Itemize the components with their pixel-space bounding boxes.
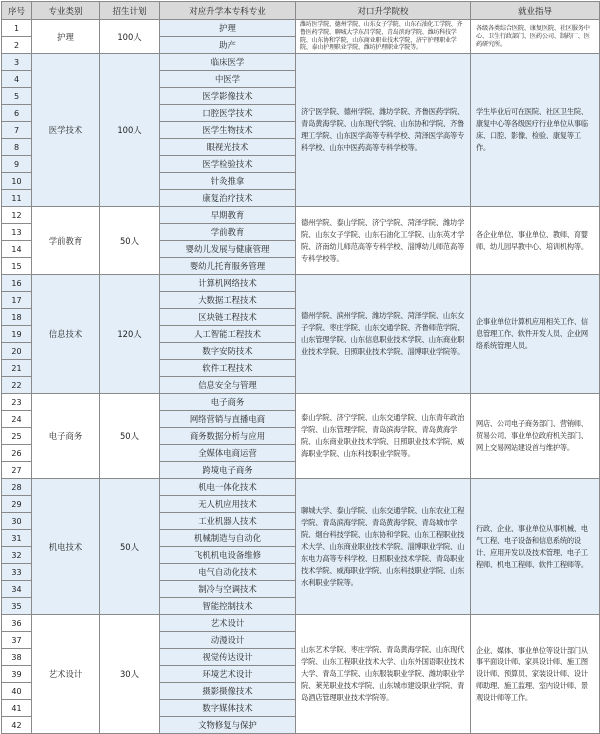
row-number: 28	[2, 479, 32, 496]
guide-cell: 学生毕业后可在医院、社区卫生院、康复中心等各级医疗行业单位从事临床、口腔、影像、检验、康复等工作。	[471, 54, 600, 207]
row-number: 26	[2, 445, 32, 462]
major-cell: 跨境电子商务	[160, 462, 296, 479]
row-number: 15	[2, 258, 32, 275]
header-index: 序号	[2, 2, 32, 20]
major-cell: 工业机器人技术	[160, 513, 296, 530]
table-header-row	[2, 2, 600, 20]
major-cell: 智能控制技术	[160, 598, 296, 615]
major-cell: 计算机网络技术	[160, 275, 296, 292]
major-cell: 学前教育	[160, 224, 296, 241]
row-number: 27	[2, 462, 32, 479]
major-cell: 大数据工程技术	[160, 292, 296, 309]
table-body	[2, 20, 600, 734]
schools-cell: 山东艺术学院、枣庄学院、青岛黄海学院、山东现代学院、山东工程职业技术大学、山东外国语职业技术大学、青岛工学院、山东服装职业学院、潍坊职业学院、莱芜职业技术学院、山东城市建设职业学院、青岛酒店管理职业技术学院等。	[296, 615, 471, 734]
row-number: 41	[2, 700, 32, 717]
major-cell: 全媒体电商运营	[160, 445, 296, 462]
row-number: 9	[2, 156, 32, 173]
table-row	[2, 207, 600, 224]
plan-cell: 120人	[100, 275, 160, 394]
major-cell: 机电一体化技术	[160, 479, 296, 496]
row-number: 23	[2, 394, 32, 411]
major-cell: 制冷与空调技术	[160, 581, 296, 598]
major-cell: 数字媒体技术	[160, 700, 296, 717]
major-cell: 文物修复与保护	[160, 717, 296, 734]
major-cell: 中医学	[160, 71, 296, 88]
header-category: 专业类别	[32, 2, 100, 20]
category-cell: 机电技术	[32, 479, 100, 615]
major-cell: 软件工程技术	[160, 360, 296, 377]
major-cell: 医学影像技术	[160, 88, 296, 105]
schools-cell: 聊城大学、泰山学院、山东交通学院、山东农业工程学院、青岛滨海学院、青岛黄海学院、青岛城市学院、烟台科技学院、山东协和学院、山东工程职业技术大学、山东商业职业技术学院、淄博职业学院、山东电力高等专科学校、日照职业技术学院、青岛职业技术学院、威海职业学院、山东科技职业学院、山东水利职业学院等。	[296, 479, 471, 615]
major-cell: 无人机应用技术	[160, 496, 296, 513]
row-number: 34	[2, 581, 32, 598]
major-cell: 摄影摄像技术	[160, 683, 296, 700]
row-number: 13	[2, 224, 32, 241]
header-guide: 就业指导	[471, 2, 600, 20]
row-number: 38	[2, 649, 32, 666]
major-cell: 眼视光技术	[160, 139, 296, 156]
major-cell: 针灸推拿	[160, 173, 296, 190]
row-number: 4	[2, 71, 32, 88]
row-number: 19	[2, 326, 32, 343]
major-cell: 口腔医学技术	[160, 105, 296, 122]
row-number: 14	[2, 241, 32, 258]
major-cell: 数字安防技术	[160, 343, 296, 360]
guide-cell: 各级各类综合医院、康复医院、社区服务中心、卫生行政部门、医药公司、制药厂、医药研究所。	[471, 20, 600, 54]
row-number: 35	[2, 598, 32, 615]
row-number: 24	[2, 411, 32, 428]
plan-cell: 50人	[100, 479, 160, 615]
schools-cell: 泰山学院、济宁学院、山东交通学院、山东青年政治学院、山东管理学院、青岛滨海学院、青岛黄海学院、山东商业职业技术学院、日照职业技术学院、威海职业学院、山东科技职业学院等。	[296, 394, 471, 479]
major-cell: 动漫设计	[160, 632, 296, 649]
row-number: 31	[2, 530, 32, 547]
row-number: 20	[2, 343, 32, 360]
major-cell: 临床医学	[160, 54, 296, 71]
plan-cell: 100人	[100, 54, 160, 207]
row-number: 30	[2, 513, 32, 530]
enrollment-table	[1, 1, 600, 734]
guide-cell: 各企业单位、事业单位、教师、育婴师、幼儿园早教中心、培训机构等。	[471, 207, 600, 275]
row-number: 10	[2, 173, 32, 190]
major-cell: 环境艺术设计	[160, 666, 296, 683]
row-number: 5	[2, 88, 32, 105]
table-row	[2, 20, 600, 37]
category-cell: 电子商务	[32, 394, 100, 479]
schools-cell: 济宁医学院、德州学院、潍坊学院、齐鲁医药学院、青岛黄海学院、山东现代学院、山东协和学院、齐鲁理工学院、山东医学高等专科学校、菏泽医学高等专科学校、山东中医药高等专科学校等。	[296, 54, 471, 207]
major-cell: 电气自动化技术	[160, 564, 296, 581]
row-number: 3	[2, 54, 32, 71]
row-number: 39	[2, 666, 32, 683]
schools-cell: 潍坊医学院、德州学院、山东女子学院、山东石油化工学院、齐鲁医药学院、聊城大学东昌学院、青岛滨海学院、潍坊科技学院、山东协和学院、山东商业职业技术学院、济宁护理职业学院、泰山护理职业学院、潍坊护理职业学院等。	[296, 20, 471, 54]
table-row	[2, 615, 600, 632]
category-cell: 护理	[32, 20, 100, 54]
row-number: 37	[2, 632, 32, 649]
major-cell: 医学检验技术	[160, 156, 296, 173]
major-cell: 视觉传达设计	[160, 649, 296, 666]
major-cell: 早期教育	[160, 207, 296, 224]
major-cell: 人工智能工程技术	[160, 326, 296, 343]
category-cell: 学前教育	[32, 207, 100, 275]
major-cell: 区块链工程技术	[160, 309, 296, 326]
major-cell: 商务数据分析与应用	[160, 428, 296, 445]
row-number: 33	[2, 564, 32, 581]
row-number: 21	[2, 360, 32, 377]
category-cell: 信息技术	[32, 275, 100, 394]
row-number: 17	[2, 292, 32, 309]
plan-cell: 50人	[100, 394, 160, 479]
row-number: 22	[2, 377, 32, 394]
row-number: 29	[2, 496, 32, 513]
table-row	[2, 394, 600, 411]
major-cell: 婴幼儿托育服务管理	[160, 258, 296, 275]
plan-cell: 50人	[100, 207, 160, 275]
schools-cell: 德州学院、滨州学院、潍坊学院、菏泽学院、山东女子学院、枣庄学院、山东交通学院、齐鲁师范学院、山东管理学院、山东信息职业技术学院、山东商业职业技术学院、日照职业技术学院、淄博职业学院等。	[296, 275, 471, 394]
row-number: 36	[2, 615, 32, 632]
row-number: 32	[2, 547, 32, 564]
row-number: 18	[2, 309, 32, 326]
row-number: 42	[2, 717, 32, 734]
header-majors: 对应升学本专科专业	[160, 2, 296, 20]
guide-cell: 行政、企业、事业单位从事机械、电气工程、电子设备和信息系统的设计、应用开发以及技术管理、电子工程师、机电工程师、软件工程师等。	[471, 479, 600, 615]
plan-cell: 100人	[100, 20, 160, 54]
major-cell: 医学生物技术	[160, 122, 296, 139]
major-cell: 信息安全与管理	[160, 377, 296, 394]
row-number: 8	[2, 139, 32, 156]
major-cell: 助产	[160, 37, 296, 54]
row-number: 6	[2, 105, 32, 122]
table-row	[2, 275, 600, 292]
row-number: 25	[2, 428, 32, 445]
plan-cell: 30人	[100, 615, 160, 734]
major-cell: 飞机机电设备维修	[160, 547, 296, 564]
category-cell: 艺术设计	[32, 615, 100, 734]
major-cell: 康复治疗技术	[160, 190, 296, 207]
row-number: 12	[2, 207, 32, 224]
row-number: 7	[2, 122, 32, 139]
major-cell: 婴幼儿发展与健康管理	[160, 241, 296, 258]
header-plan: 招生计划	[100, 2, 160, 20]
guide-cell: 企事业单位计算机应用相关工作、信息管理工作、软件开发人员、企业网络系统管理人员。	[471, 275, 600, 394]
row-number: 2	[2, 37, 32, 54]
schools-cell: 德州学院、泰山学院、济宁学院、菏泽学院、潍坊学院、山东女子学院、山东石油化工学院、山东英才学院、济南幼儿师范高等专科学校、淄博幼儿师范高等专科学校等。	[296, 207, 471, 275]
major-cell: 网络营销与直播电商	[160, 411, 296, 428]
major-cell: 护理	[160, 20, 296, 37]
major-cell: 机械制造与自动化	[160, 530, 296, 547]
header-schools: 对口升学院校	[296, 2, 471, 20]
row-number: 16	[2, 275, 32, 292]
table-row	[2, 54, 600, 71]
guide-cell: 网店、公司电子商务部门、营销师、贸易公司、事业单位政府机关部门、网上交易网站建设首与维护等。	[471, 394, 600, 479]
row-number: 40	[2, 683, 32, 700]
major-cell: 艺术设计	[160, 615, 296, 632]
guide-cell: 企业、媒体、事业单位等设计部门从事平面设计师、家具设计师、施工图设计师、预算员、家装设计师、设计师助理、施工监理、室内设计师、景观设计师等工作。	[471, 615, 600, 734]
major-cell: 电子商务	[160, 394, 296, 411]
category-cell: 医学技术	[32, 54, 100, 207]
table-row	[2, 479, 600, 496]
row-number: 11	[2, 190, 32, 207]
row-number: 1	[2, 20, 32, 37]
